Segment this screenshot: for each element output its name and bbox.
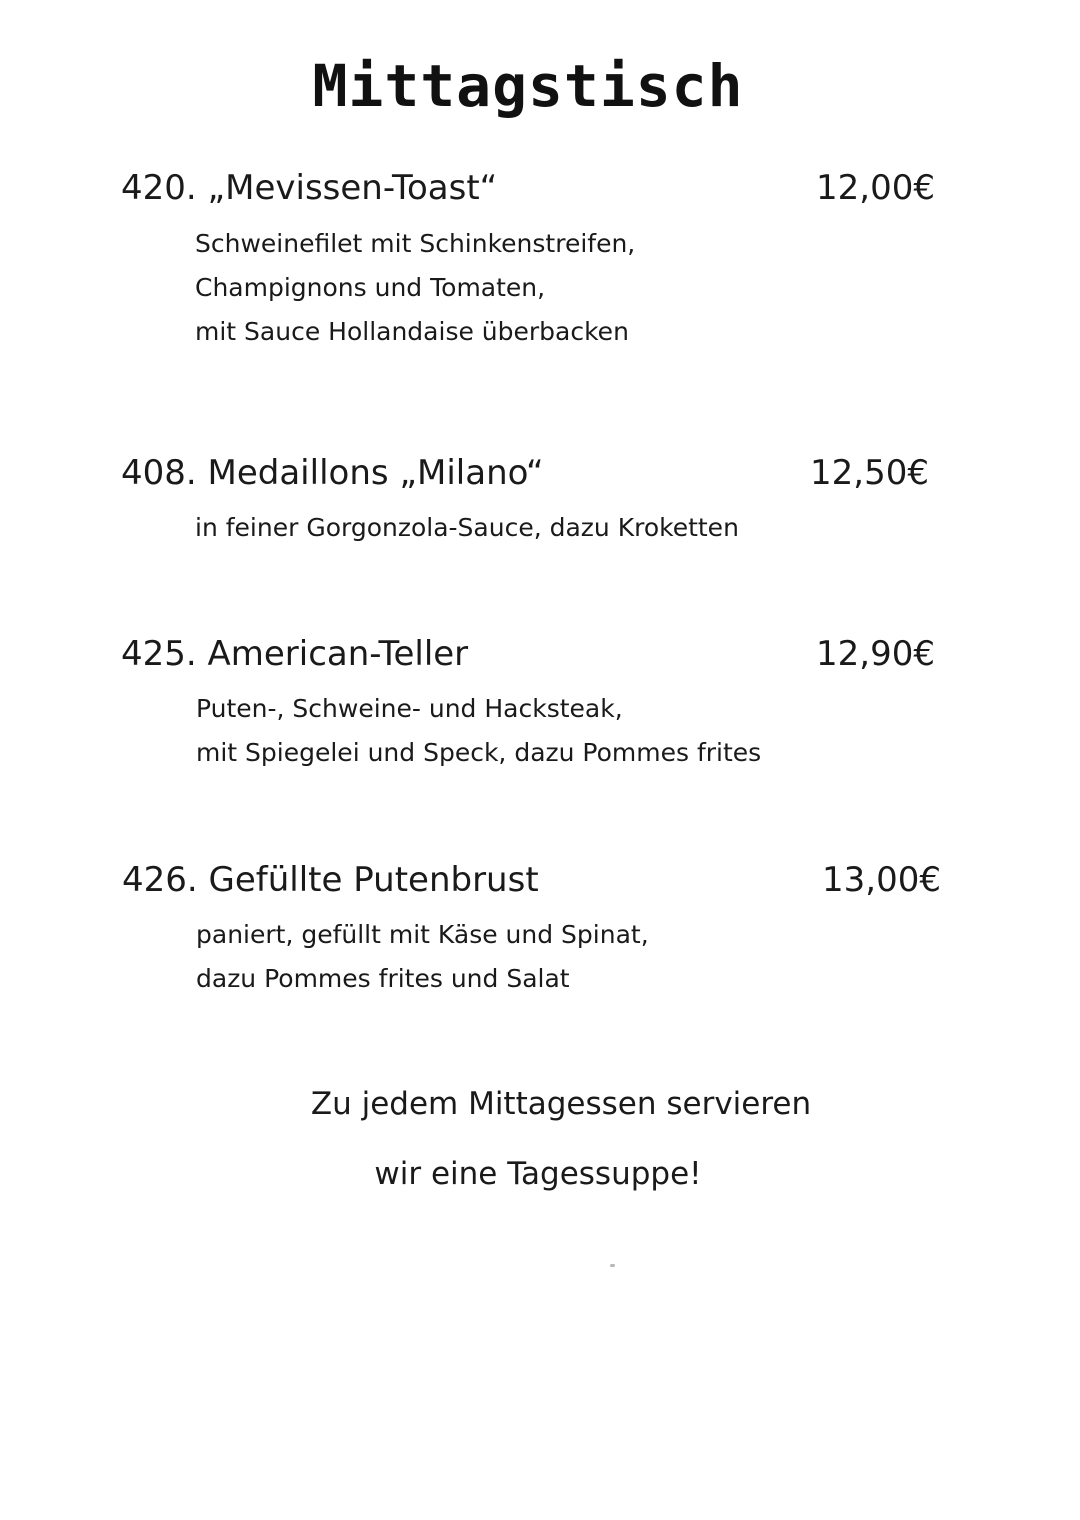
dish-description-420 bbox=[195, 222, 635, 354]
dish-price-425: 12,90€ bbox=[816, 634, 935, 674]
dish-name-408: 408. Medaillons „Milano“ bbox=[121, 453, 544, 493]
dish-description-line: Puten-, Schweine- und Hacksteak, bbox=[196, 694, 623, 723]
dish-description-line: dazu Pommes frites und Salat bbox=[196, 964, 570, 993]
dish-name-425: 425. American-Teller bbox=[121, 634, 469, 674]
footer-note-line-1: Zu jedem Mittagessen servieren bbox=[310, 1086, 812, 1122]
dish-description-425 bbox=[196, 687, 761, 775]
footer-note-line-2: wir eine Tagessuppe! bbox=[374, 1156, 702, 1192]
dish-description-408 bbox=[195, 506, 739, 550]
dish-description-line: Champignons und Tomaten, bbox=[195, 273, 546, 302]
dish-price-420: 12,00€ bbox=[816, 168, 935, 208]
dish-name-420: 420. „Mevissen-Toast“ bbox=[121, 168, 498, 208]
dish-price-426: 13,00€ bbox=[822, 860, 941, 900]
dish-description-line: in feiner Gorgonzola-Sauce, dazu Kroketten bbox=[195, 513, 739, 542]
dish-name-426: 426. Gefüllte Putenbrust bbox=[122, 860, 539, 900]
dish-description-line: paniert, gefüllt mit Käse und Spinat, bbox=[196, 920, 649, 949]
dish-description-line: mit Sauce Hollandaise überbacken bbox=[195, 317, 629, 346]
dish-description-line: Schweinefilet mit Schinkenstreifen, bbox=[195, 229, 636, 258]
dish-price-408: 12,50€ bbox=[810, 453, 929, 493]
menu-title: Mittagstisch bbox=[312, 52, 744, 120]
dish-description-line: mit Spiegelei und Speck, dazu Pommes frites bbox=[196, 738, 762, 767]
dish-description-426 bbox=[196, 913, 649, 1001]
scan-speck bbox=[610, 1264, 615, 1267]
